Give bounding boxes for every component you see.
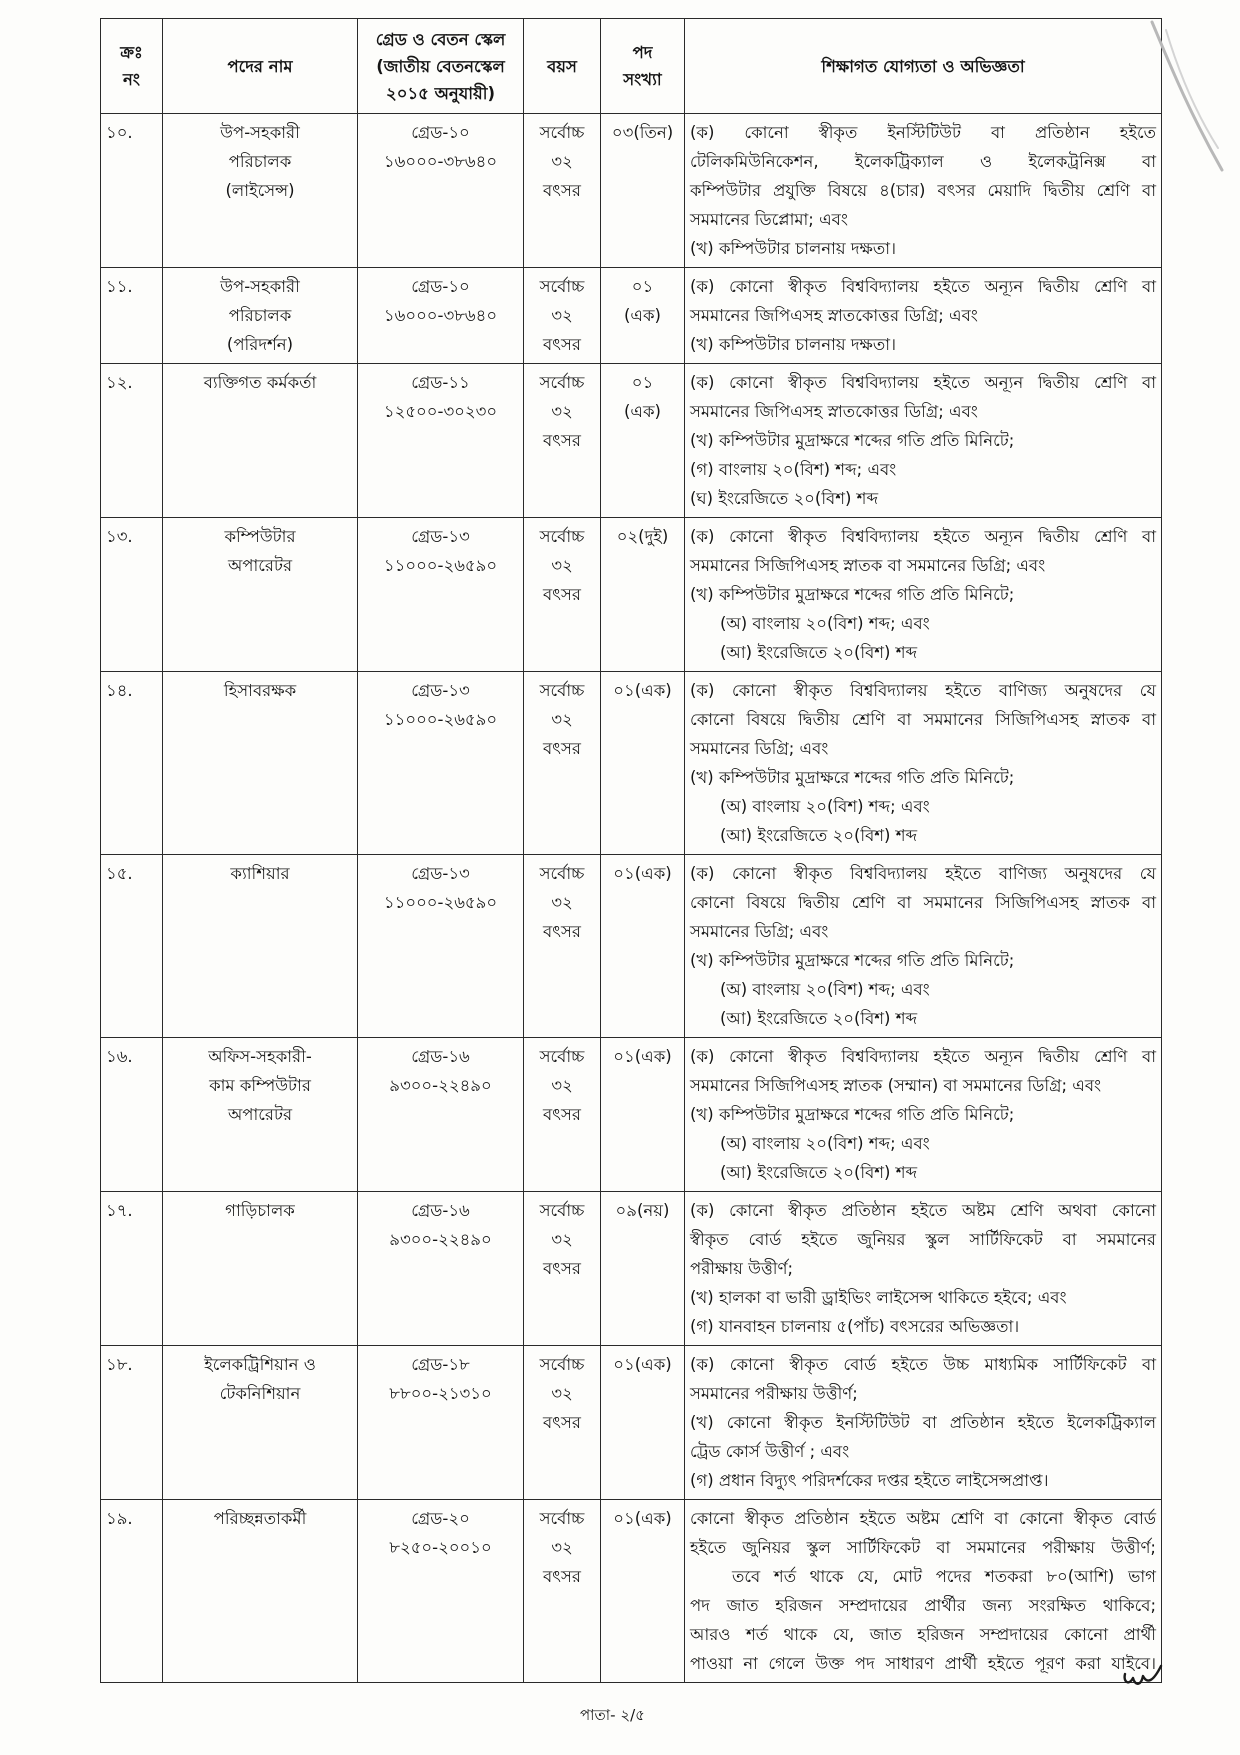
post-count-line: (এক)	[624, 306, 661, 325]
age-line: বৎসর	[543, 1105, 581, 1124]
qualification-line: সমমানের জিপিএসহ স্নাতকোত্তর ডিগ্রি; এবং	[690, 306, 978, 325]
post-name-line: ক্যাশিয়ার	[230, 864, 290, 883]
qualification-line: পদ জাত হরিজন সম্প্রদায়ের প্রার্থীর জন্য সংরক্ষিত থাকিবে;	[690, 1596, 1156, 1615]
qualification-line: (খ) কম্পিউটার চালনায় দক্ষতা।	[690, 335, 896, 354]
age-line: বৎসর	[543, 335, 581, 354]
header-post-name-line: পদের নাম	[227, 56, 293, 76]
post-name-cell	[163, 114, 358, 268]
grade-line: গ্রেড-১৬	[411, 1201, 470, 1220]
post-count-line: ০১(এক)	[613, 1509, 672, 1528]
serial-cell	[101, 1038, 163, 1192]
age-cell	[524, 672, 601, 855]
header-serial	[101, 19, 163, 114]
age-line: বৎসর	[543, 585, 581, 604]
grade-cell	[358, 268, 524, 364]
post-name-line: পরিচ্ছন্নতাকর্মী	[213, 1509, 307, 1528]
header-grade-line: গ্রেড ও বেতন স্কেল	[375, 29, 506, 49]
grade-line: ৯৩০০-২২৪৯০	[389, 1230, 492, 1249]
age-line: ৩২	[551, 1384, 573, 1403]
post-name-line: পরিচালক	[228, 152, 292, 171]
table-row	[101, 1500, 1162, 1683]
post-count-cell	[601, 114, 685, 268]
qualification-line: সমমানের পরীক্ষায় উত্তীর্ণ;	[690, 1384, 858, 1403]
qualification-line: (ক) কোনো স্বীকৃত ইনস্টিটিউট বা প্রতিষ্ঠান হইতে	[690, 123, 1156, 142]
age-line: সর্বোচ্চ	[539, 527, 585, 546]
post-count-line: ০১	[631, 277, 654, 296]
serial-number: ১৫.	[106, 864, 133, 883]
post-count-cell	[601, 1192, 685, 1346]
age-line: ৩২	[551, 402, 573, 421]
grade-cell	[358, 114, 524, 268]
qualification-line: ট্রেড কোর্স উত্তীর্ণ ; এবং	[690, 1442, 850, 1461]
age-line: সর্বোচ্চ	[539, 123, 585, 142]
post-count-line: (এক)	[624, 402, 661, 421]
grade-cell	[358, 1346, 524, 1500]
post-name-cell	[163, 364, 358, 518]
post-name-cell	[163, 1192, 358, 1346]
qualification-line: (গ) প্রধান বিদ্যুৎ পরিদর্শকের দপ্তর হইতে লাইসেন্সপ্রাপ্ত।	[690, 1471, 1049, 1490]
post-count-cell	[601, 268, 685, 364]
qualification-line: (গ) যানবাহন চালনায় ৫(পাঁচ) বৎসরের অভিজ্ঞতা।	[690, 1317, 1020, 1336]
post-name-cell	[163, 672, 358, 855]
serial-cell	[101, 364, 163, 518]
grade-line: গ্রেড-১৩	[411, 527, 470, 546]
age-cell	[524, 518, 601, 672]
header-serial-line: নং	[123, 70, 140, 89]
age-line: বৎসর	[543, 1259, 581, 1278]
qualification-line: (আ) ইংরেজিতে ২০(বিশ) শব্দ	[720, 826, 918, 845]
grade-cell	[358, 1192, 524, 1346]
qualification-cell	[685, 518, 1162, 672]
post-name-line: (লাইসেন্স)	[225, 181, 295, 200]
post-name-line: (পরিদর্শন)	[226, 335, 294, 354]
age-line: বৎসর	[543, 181, 581, 200]
qualification-line: (অ) বাংলায় ২০(বিশ) শব্দ; এবং	[720, 980, 930, 999]
post-count-line: ০৯(নয়)	[615, 1201, 670, 1220]
grade-line: গ্রেড-২০	[411, 1509, 470, 1528]
serial-cell	[101, 855, 163, 1038]
recruitment-table	[100, 18, 1162, 1683]
qualification-cell	[685, 364, 1162, 518]
qualification-cell	[685, 855, 1162, 1038]
grade-cell	[358, 518, 524, 672]
grade-cell	[358, 855, 524, 1038]
post-name-line: অফিস-সহকারী-	[208, 1047, 312, 1066]
qualification-line: (ক) কোনো স্বীকৃত বিশ্ববিদ্যালয় হইতে বাণিজ্য অনুষদের যে	[690, 864, 1156, 883]
serial-number: ১৮.	[106, 1355, 133, 1374]
grade-line: গ্রেড-১৩	[411, 681, 470, 700]
initial-signature	[1121, 1662, 1165, 1692]
age-line: সর্বোচ্চ	[539, 1355, 585, 1374]
qualification-line: (ক) কোনো স্বীকৃত বিশ্ববিদ্যালয় হইতে অন্যূন দ্বিতীয় শ্রেণি বা	[690, 373, 1156, 392]
qualification-line: কম্পিউটার প্রযুক্তি বিষয়ে ৪(চার) বৎসর মেয়াদি দ্বিতীয় শ্রেণি বা	[690, 181, 1156, 200]
grade-line: গ্রেড-১৬	[411, 1047, 470, 1066]
age-line: ৩২	[551, 306, 573, 325]
post-name-line: অপারেটর	[227, 1105, 293, 1124]
age-line: বৎসর	[543, 1567, 581, 1586]
grade-line: ১১০০০-২৬৫৯০	[383, 556, 498, 575]
table-row	[101, 855, 1162, 1038]
post-count-line: ০১(এক)	[613, 1355, 672, 1374]
grade-line: গ্রেড-১৮	[411, 1355, 470, 1374]
grade-cell	[358, 672, 524, 855]
serial-number: ১৯.	[106, 1509, 133, 1528]
age-line: বৎসর	[543, 1413, 581, 1432]
qualification-line: (খ) কম্পিউটার মুদ্রাক্ষরে শব্দের গতি প্রতি মিনিটে;	[690, 951, 1015, 970]
qualification-cell	[685, 1038, 1162, 1192]
post-name-line: টেকনিশিয়ান	[219, 1384, 301, 1403]
qualification-cell	[685, 672, 1162, 855]
serial-cell	[101, 114, 163, 268]
serial-cell	[101, 1346, 163, 1500]
qualification-line: পরীক্ষায় উত্তীর্ণ;	[690, 1259, 794, 1278]
post-name-line: উপ-সহকারী	[220, 123, 300, 142]
qualification-line: সমমানের জিপিএসহ স্নাতকোত্তর ডিগ্রি; এবং	[690, 402, 978, 421]
post-count-line: ০১	[631, 373, 654, 392]
qualification-line: (আ) ইংরেজিতে ২০(বিশ) শব্দ	[720, 1163, 918, 1182]
table-row	[101, 518, 1162, 672]
qualification-line: (খ) কম্পিউটার মুদ্রাক্ষরে শব্দের গতি প্রতি মিনিটে;	[690, 431, 1015, 450]
post-name-cell	[163, 518, 358, 672]
age-cell	[524, 268, 601, 364]
qualification-line: (ক) কোনো স্বীকৃত বিশ্ববিদ্যালয় হইতে অন্যূন দ্বিতীয় শ্রেণি বা	[690, 1047, 1156, 1066]
serial-number: ১৩.	[106, 527, 133, 546]
serial-number: ১৬.	[106, 1047, 133, 1066]
qualification-line: সমমানের সিজিপিএসহ স্নাতক বা সমমানের ডিগ্রি; এবং	[690, 556, 1046, 575]
qualification-line: (খ) কম্পিউটার মুদ্রাক্ষরে শব্দের গতি প্রতি মিনিটে;	[690, 768, 1015, 787]
table-row	[101, 364, 1162, 518]
page-number: পাতা- ২/৫	[580, 1706, 645, 1724]
qualification-line: পাওয়া না গেলে উক্ত পদ সাধারণ প্রার্থী হইতে পূরণ করা যাইবে।	[690, 1654, 1156, 1673]
grade-line: গ্রেড-১০	[411, 123, 470, 142]
grade-line: গ্রেড-১৩	[411, 864, 470, 883]
header-age-line: বয়স	[547, 56, 577, 76]
post-name-line: পরিচালক	[228, 306, 292, 325]
grade-line: ৮৮০০-২১৩১০	[389, 1384, 492, 1403]
header-grade-line: (জাতীয় বেতনস্কেল	[376, 56, 505, 76]
qualification-line: সমমানের ডিগ্রি; এবং	[690, 922, 829, 941]
qualification-line: (অ) বাংলায় ২০(বিশ) শব্দ; এবং	[720, 614, 930, 633]
post-count-cell	[601, 1038, 685, 1192]
header-post-name	[163, 19, 358, 114]
grade-line: গ্রেড-১১	[411, 373, 470, 392]
qualification-line: (অ) বাংলায় ২০(বিশ) শব্দ; এবং	[720, 1134, 930, 1153]
age-line: ৩২	[551, 710, 573, 729]
qualification-line: (খ) কম্পিউটার চালনায় দক্ষতা।	[690, 239, 896, 258]
post-count-cell	[601, 518, 685, 672]
serial-cell	[101, 268, 163, 364]
post-count-line: ০১(এক)	[613, 681, 672, 700]
grade-cell	[358, 1038, 524, 1192]
age-line: ৩২	[551, 1538, 573, 1557]
table-row	[101, 268, 1162, 364]
serial-number: ১৪.	[106, 681, 133, 700]
age-line: ৩২	[551, 1230, 573, 1249]
qualification-line: (খ) কম্পিউটার মুদ্রাক্ষরে শব্দের গতি প্রতি মিনিটে;	[690, 585, 1015, 604]
age-line: ৩২	[551, 1076, 573, 1095]
grade-line: ৮২৫০-২০০১০	[389, 1538, 492, 1557]
header-qualification	[685, 19, 1162, 114]
qualification-line: (ক) কোনো স্বীকৃত বিশ্ববিদ্যালয় হইতে অন্যূন দ্বিতীয় শ্রেণি বা	[690, 277, 1156, 296]
qualification-cell	[685, 1346, 1162, 1500]
age-line: সর্বোচ্চ	[539, 681, 585, 700]
post-name-cell	[163, 1038, 358, 1192]
age-line: বৎসর	[543, 739, 581, 758]
post-name-cell	[163, 855, 358, 1038]
grade-line: ১১০০০-২৬৫৯০	[383, 893, 498, 912]
age-cell	[524, 855, 601, 1038]
table-row	[101, 1192, 1162, 1346]
qualification-line: হইতে জুনিয়র স্কুল সার্টিফিকেট বা সমমানের পরীক্ষায় উত্তীর্ণ;	[690, 1538, 1156, 1557]
qualification-cell	[685, 268, 1162, 364]
grade-cell	[358, 1500, 524, 1683]
grade-cell	[358, 364, 524, 518]
post-name-line: গাড়িচালক	[225, 1201, 295, 1220]
table-row	[101, 1346, 1162, 1500]
qualification-cell	[685, 1192, 1162, 1346]
post-name-cell	[163, 1500, 358, 1683]
header-age	[524, 19, 601, 114]
age-cell	[524, 114, 601, 268]
age-line: ৩২	[551, 556, 573, 575]
qualification-line: (আ) ইংরেজিতে ২০(বিশ) শব্দ	[720, 1009, 918, 1028]
post-name-cell	[163, 268, 358, 364]
post-count-cell	[601, 364, 685, 518]
post-name-line: ইলেকট্রিশিয়ান ও	[204, 1355, 316, 1374]
post-count-cell	[601, 855, 685, 1038]
post-count-line: ০১(এক)	[613, 864, 672, 883]
serial-number: ১০.	[106, 123, 133, 142]
post-count-cell	[601, 672, 685, 855]
age-line: সর্বোচ্চ	[539, 1201, 585, 1220]
age-cell	[524, 1500, 601, 1683]
age-line: সর্বোচ্চ	[539, 1509, 585, 1528]
qualification-line: (ক) কোনো স্বীকৃত বিশ্ববিদ্যালয় হইতে অন্যূন দ্বিতীয় শ্রেণি বা	[690, 527, 1156, 546]
serial-cell	[101, 1500, 163, 1683]
post-count-line: ০২(দুই)	[616, 527, 669, 546]
header-post-count-line: পদ	[632, 43, 653, 62]
qualification-line: স্বীকৃত বোর্ড হইতে জুনিয়র স্কুল সার্টিফিকেট বা সমমানের	[690, 1230, 1156, 1249]
serial-cell	[101, 518, 163, 672]
qualification-line: কোনো বিষয়ে দ্বিতীয় শ্রেণি বা সমমানের সিজিপিএসহ স্নাতক বা	[690, 893, 1156, 912]
age-cell	[524, 1192, 601, 1346]
age-line: সর্বোচ্চ	[539, 277, 585, 296]
post-count-cell	[601, 1500, 685, 1683]
post-name-line: ব্যক্তিগত কর্মকর্তা	[203, 373, 317, 392]
post-name-line: উপ-সহকারী	[220, 277, 300, 296]
qualification-cell	[685, 114, 1162, 268]
post-count-cell	[601, 1346, 685, 1500]
qualification-line: (খ) হালকা বা ভারী ড্রাইভিং লাইসেন্স থাকিতে হইবে; এবং	[690, 1288, 1067, 1307]
qualification-line: (খ) কম্পিউটার মুদ্রাক্ষরে শব্দের গতি প্রতি মিনিটে;	[690, 1105, 1015, 1124]
post-count-line: ০১(এক)	[613, 1047, 672, 1066]
serial-cell	[101, 672, 163, 855]
serial-number: ১৭.	[106, 1201, 133, 1220]
post-name-line: কাম কম্পিউটার	[209, 1076, 311, 1095]
qualification-line: (গ) বাংলায় ২০(বিশ) শব্দ; এবং	[690, 460, 897, 479]
grade-line: ৯৩০০-২২৪৯০	[389, 1076, 492, 1095]
qualification-line: (আ) ইংরেজিতে ২০(বিশ) শব্দ	[720, 643, 918, 662]
qualification-line: (ক) কোনো স্বীকৃত বিশ্ববিদ্যালয় হইতে বাণিজ্য অনুষদের যে	[690, 681, 1156, 700]
age-line: ৩২	[551, 893, 573, 912]
age-line: ৩২	[551, 152, 573, 171]
serial-number: ১২.	[106, 373, 133, 392]
serial-number: ১১.	[106, 277, 133, 296]
qualification-line: (খ) কোনো স্বীকৃত ইনস্টিটিউট বা প্রতিষ্ঠান হইতে ইলেকট্রিক্যাল	[690, 1413, 1156, 1432]
age-line: সর্বোচ্চ	[539, 373, 585, 392]
qualification-line: (অ) বাংলায় ২০(বিশ) শব্দ; এবং	[720, 797, 930, 816]
age-line: বৎসর	[543, 431, 581, 450]
qualification-cell	[685, 1500, 1162, 1683]
qualification-line: সমমানের সিজিপিএসহ স্নাতক (সম্মান) বা সমমানের ডিগ্রি; এবং	[690, 1076, 1102, 1095]
serial-cell	[101, 1192, 163, 1346]
grade-line: ১১০০০-২৬৫৯০	[383, 710, 498, 729]
age-line: সর্বোচ্চ	[539, 1047, 585, 1066]
qualification-line: কোনো স্বীকৃত প্রতিষ্ঠান হইতে অষ্টম শ্রেণি বা কোনো স্বীকৃত বোর্ড	[690, 1509, 1156, 1528]
qualification-line: (ঘ) ইংরেজিতে ২০(বিশ) শব্দ	[690, 489, 879, 508]
post-name-line: কম্পিউটার	[224, 527, 296, 546]
post-name-line: হিসাবরক্ষক	[223, 681, 297, 700]
qualification-line: (ক) কোনো স্বীকৃত বোর্ড হইতে উচ্চ মাধ্যমিক সার্টিফিকেট বা	[690, 1355, 1156, 1374]
scan-edge-mark	[1148, 20, 1228, 180]
age-cell	[524, 1346, 601, 1500]
age-line: বৎসর	[543, 922, 581, 941]
table-row	[101, 672, 1162, 855]
qualification-line: টেলিকমিউনিকেশন, ইলেকট্রিক্যাল ও ইলেকট্রনিক্স বা	[690, 152, 1156, 171]
age-line: সর্বোচ্চ	[539, 864, 585, 883]
table-row	[101, 114, 1162, 268]
qualification-line: সমমানের ডিপ্লোমা; এবং	[690, 210, 848, 229]
header-grade-scale	[358, 19, 524, 114]
qualification-line: সমমানের ডিগ্রি; এবং	[690, 739, 829, 758]
grade-line: ১৬০০০-৩৮৬৪০	[383, 306, 498, 325]
grade-line: গ্রেড-১০	[411, 277, 470, 296]
age-cell	[524, 364, 601, 518]
qualification-line: (ক) কোনো স্বীকৃত প্রতিষ্ঠান হইতে অষ্টম শ্রেণি অথবা কোনো	[690, 1201, 1156, 1220]
grade-line: ১২৫০০-৩০২৩০	[383, 402, 498, 421]
post-name-line: অপারেটর	[227, 556, 293, 575]
table-row	[101, 1038, 1162, 1192]
post-count-line: ০৩(তিন)	[611, 123, 674, 142]
qualification-line: আরও শর্ত থাকে যে, জাত হরিজন সম্প্রদায়ের কোনো প্রার্থী	[690, 1625, 1156, 1644]
header-post-count	[601, 19, 685, 114]
post-name-cell	[163, 1346, 358, 1500]
table-header-row	[101, 19, 1162, 114]
header-serial-line: ক্রঃ	[120, 43, 143, 62]
qualification-line: তবে শর্ত থাকে যে, মোট পদের শতকরা ৮০(আশি) ভাগ	[732, 1567, 1156, 1586]
grade-line: ১৬০০০-৩৮৬৪০	[383, 152, 498, 171]
header-qualification-line: শিক্ষাগত যোগ্যতা ও অভিজ্ঞতা	[821, 56, 1025, 76]
header-grade-line: ২০১৫ অনুযায়ী)	[385, 83, 496, 103]
qualification-line: কোনো বিষয়ে দ্বিতীয় শ্রেণি বা সমমানের সিজিপিএসহ স্নাতক বা	[690, 710, 1156, 729]
header-post-count-line: সংখ্যা	[623, 70, 662, 89]
age-cell	[524, 1038, 601, 1192]
